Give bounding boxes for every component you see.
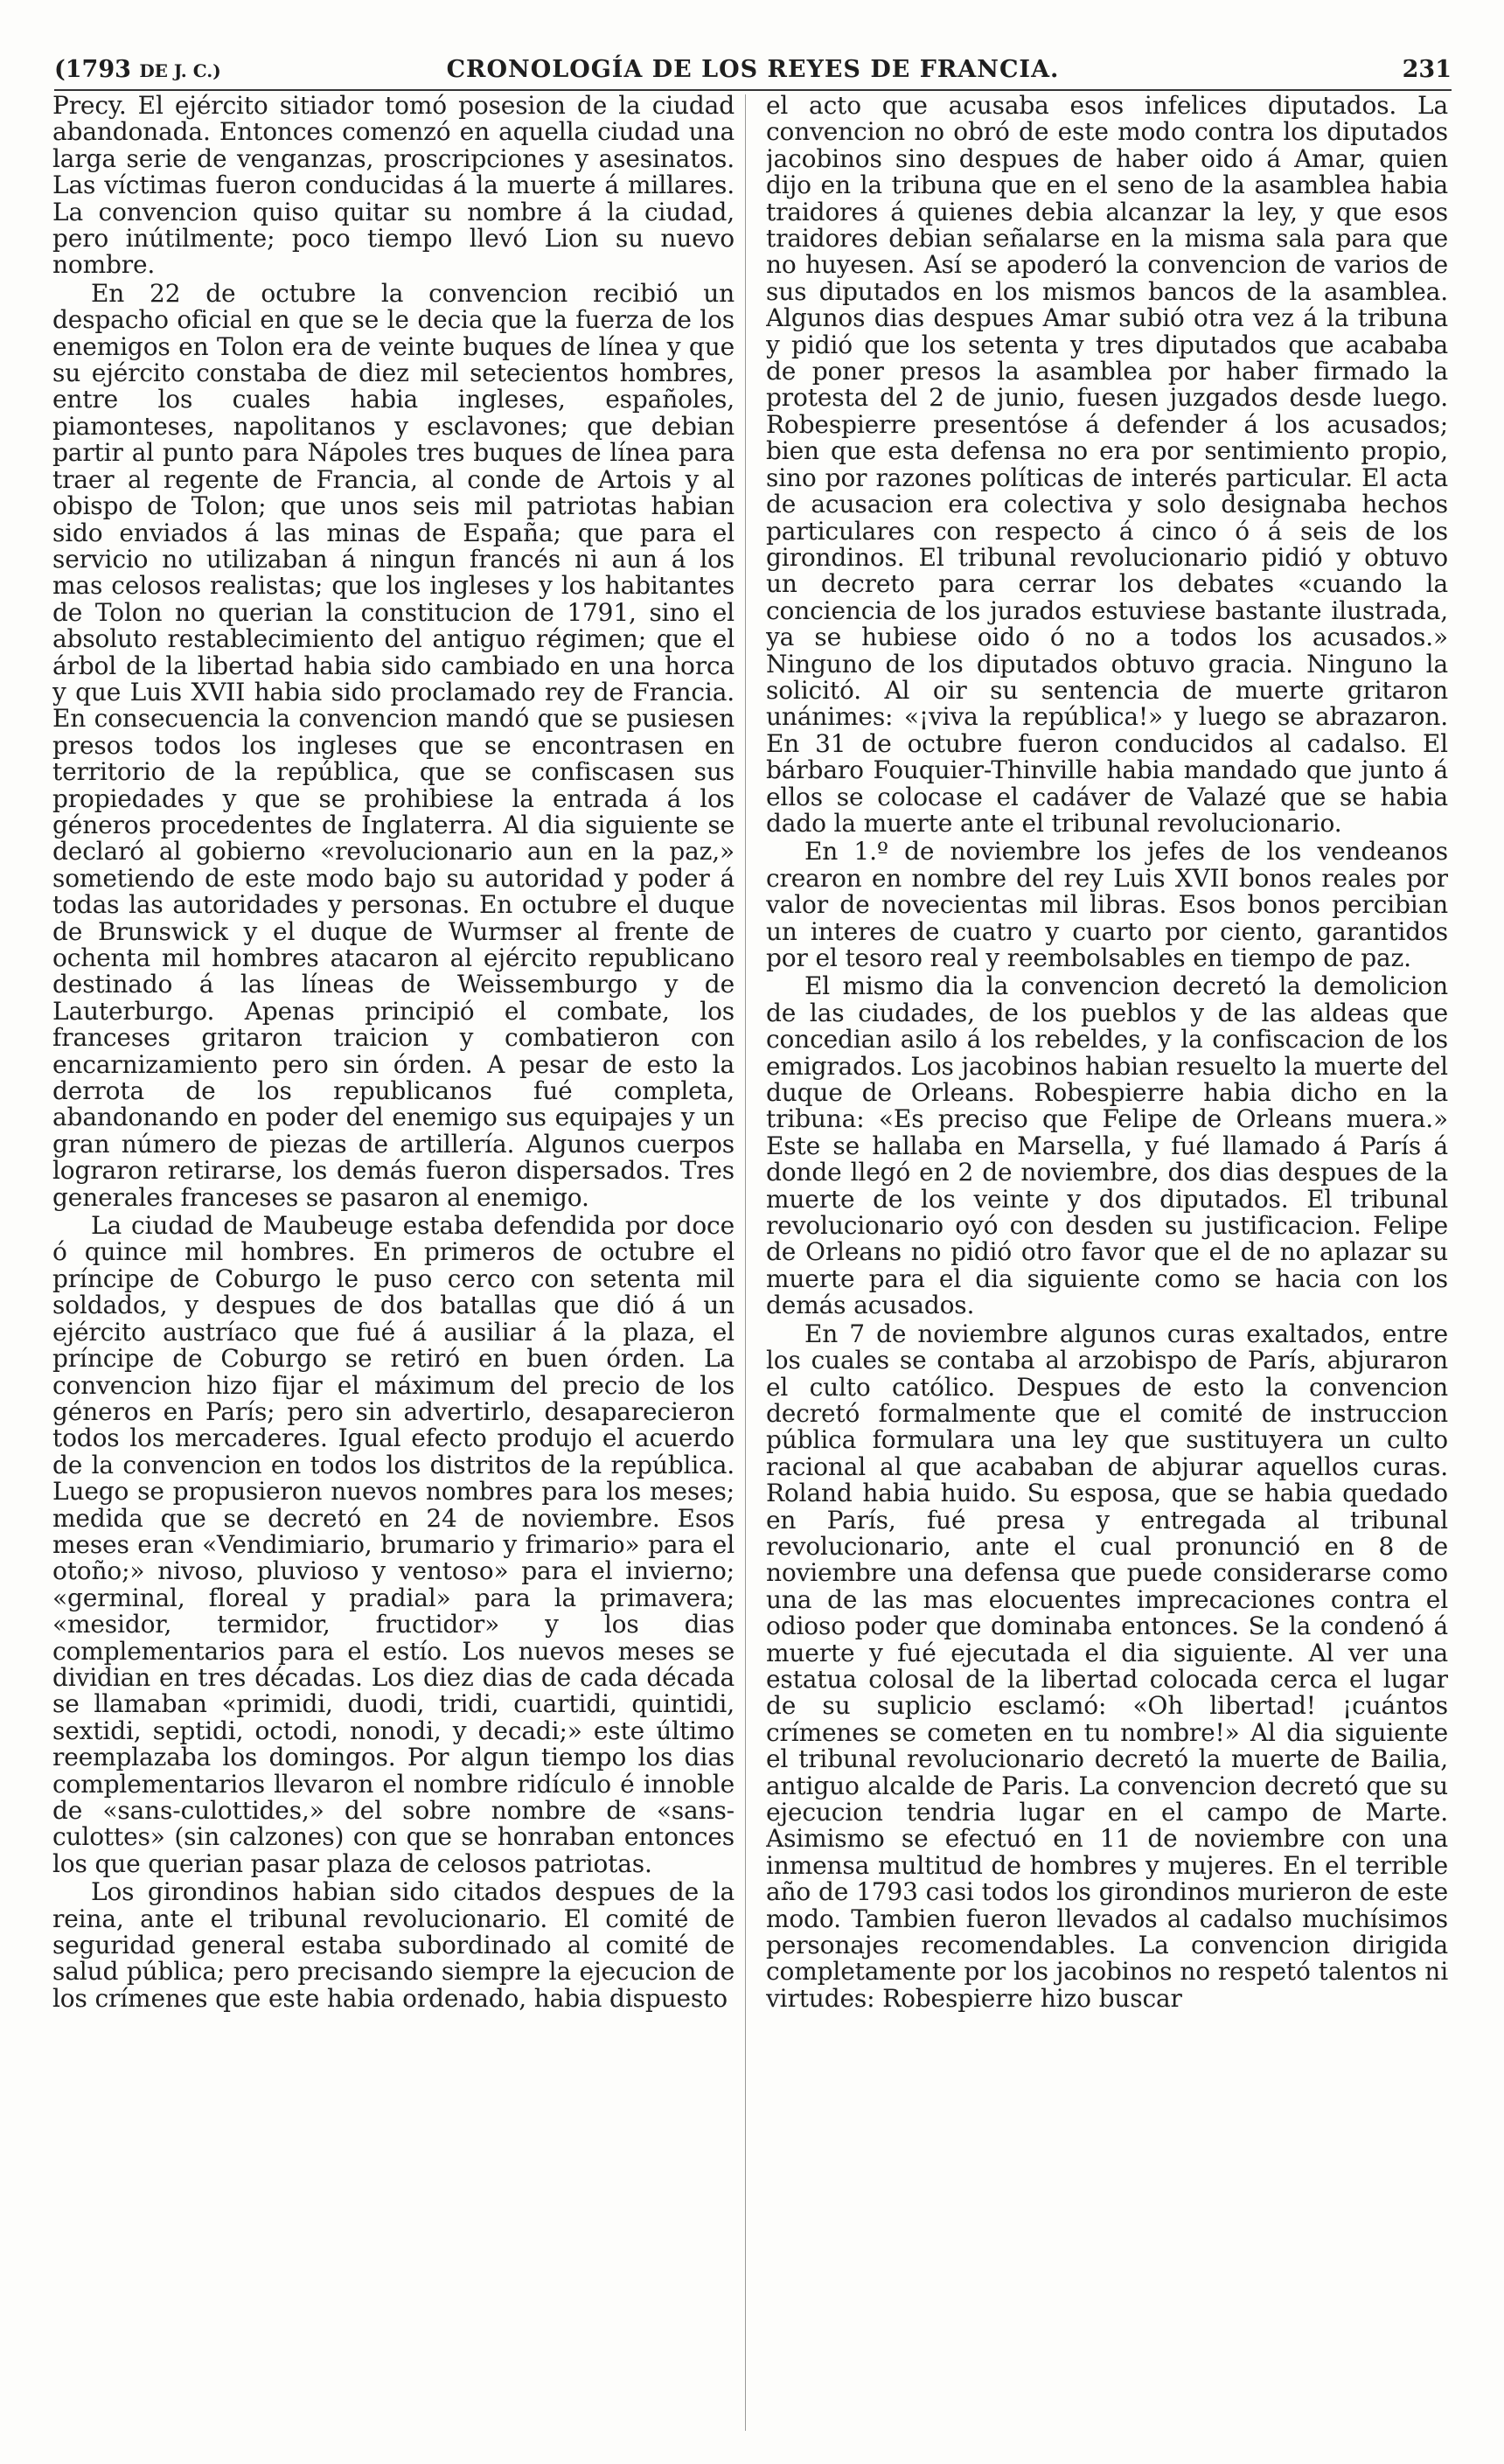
paragraph: La ciudad de Maubeuge estaba defendida por doce ó quince mil hombres. En primeros de octubre el príncipe de Coburgo le puso cerco con setenta mil soldados, y despues de dos batallas que dió á un ejército austríaco que fué á ausiliar á la plaza, el príncipe de Coburgo se retiró en buen órden. La convencion hizo fijar el máximum del precio de los géneros en París; pero sin advertirlo, desaparecieron todos los mercaderes. Igual efecto produjo el acuerdo de la convencion en todos los distritos de la república. Luego se propusieron nuevos nombres para los meses; medida que se decretó en 24 de noviembre. Esos meses eran «Vendimiario, brumario y frimario» para el otoño;» nivoso, pluvioso y ventoso» para el invierno; «germinal, floreal y pradial» para la primavera; «mesidor, termidor, fructidor» y los dias complementarios para el estío. Los nuevos meses se dividian en tres décadas. Los diez dias de cada década se llamaban «primidi, duodi, tridi, cuartidi, quintidi, sextidi, septidi, octodi, nonodi, y decadi;» este último reemplazaba los domingos. Por algun tiempo los dias complementarios llevaron el nombre ridículo é innoble de «sans-culottides,» del sobre nombre de «sans-culottes» (sin calzones) con que se honraban entonces los que querian pasar plaza de celosos patriotas. [52, 1211, 735, 1878]
header-title: CRONOLOGÍA DE LOS REYES DE FRANCIA. [446, 56, 1060, 83]
page-number: 231 [1402, 56, 1452, 83]
paragraph: Los girondinos habian sido citados despues de la reina, ante el tribunal revolucionario. El comité de seguridad general estaba subordinado al comité de salud pública; pero precisando siempre la ejecucion de los crímenes que este habia ordenado, habia dispuesto [52, 1877, 735, 2013]
paragraph: el acto que acusaba esos infelices diputados. La convencion no obró de este modo contra los diputados jacobinos sino despues de haber oido á Amar, quien dijo en la tribuna que en el seno de la asamblea habia traidores á quienes debia alcanzar la ley, y que esos traidores debian señalarse en la misma sala para que no huyesen. Así se apoderó la convencion de varios de sus diputados en los mismos bancos de la asamblea. Algunos dias despues Amar subió otra vez á la tribuna y pidió que los setenta y tres diputados que acababa de poner presos la asamblea por haber firmado la protesta del 2 de junio, fuesen juzgados desde luego. Robespierre presentóse á defender á los acusados; bien que esta defensa no era por sentimiento propio, sino por razones políticas de interés particular. El acta de acusacion era colectiva y solo designaba hechos particulares con respecto á cinco ó á seis de los girondinos. El tribunal revolucionario pidió y obtuvo un decreto para cerrar los debates «cuando la conciencia de los jurados estuviese bastante ilustrada, ya se hubiese oido ó no a todos los acusados.» Ninguno de los diputados obtuvo gracia. Ninguno la solicitó. Al oir su sentencia de muerte gritaron unánimes: «¡viva la república!» y luego se abrazaron. En 31 de octubre fueron conducidos al cadalso. El bárbaro Fouquier-Thinville habia mandado que junto á ellos se colocase el cadáver de Valazé que se habia dado la muerte ante el tribunal revolucionario. [766, 93, 1448, 838]
paragraph: Precy. El ejército sitiador tomó posesion de la ciudad abandonada. Entonces comenzó en aquella ciudad una larga serie de venganzas, proscripciones y asesinatos. Las víctimas fueron conducidas á la muerte á millares. La convencion quiso quitar su nombre á la ciudad, pero inútilmente; poco tiempo llevó Lion su nuevo nombre. [52, 93, 735, 280]
column-divider [745, 94, 746, 2431]
paragraph: En 7 de noviembre algunos curas exaltados, entre los cuales se contaba al arzobispo de París, abjuraron el culto católico. Despues de esto la convencion decretó formalmente que el comité de instruccion pública formulara una ley que sustituyera un culto racional al que acababan de abjurar aquellos curas. Roland habia huido. Su esposa, que se habia quedado en París, fué presa y entregada al tribunal revolucionario, ante el cual pronunció en 8 de noviembre una defensa que puede considerarse como una de las mas elocuentes imprecaciones contra el odioso poder que dominaba entonces. Se la condenó á muerte y fué ejecutada el dia siguiente. Al ver una estatua colosal de la libertad colocada cerca el lugar de su suplicio esclamó: «Oh libertad! ¡cuántos crímenes se cometen en tu nombre!» Al dia siguiente el tribunal revolucionario decretó la muerte de Bailia, antiguo alcalde de Paris. La convencion decretó que su ejecucion tendria lugar en el campo de Marte. Asimismo se efectuó en 11 de noviembre con una inmensa multitud de hombres y mujeres. En el terrible año de 1793 casi todos los girondinos murieron de este modo. Tambien fueron llevados al cadalso muchísimos personajes recomendables. La convencion dirigida completamente por los jacobinos no respetó talentos ni virtudes: Robespierre hizo buscar [766, 1319, 1448, 2013]
header-era: DE J. C.) [139, 60, 221, 81]
running-header [54, 51, 1452, 91]
paragraph: En 22 de octubre la convencion recibió un despacho oficial en que se le decia que la fuerza de los enemigos en Tolon era de veinte buques de línea y que su ejército constaba de diez mil setecientos hombres, entre los cuales habia ingleses, españoles, piamonteses, napolitanos y esclavones; que debian partir al punto para Nápoles tres buques de línea para traer al regente de Francia, al conde de Artois y al obispo de Tolon; que unos seis mil patriotas habian sido enviados á las minas de España; que para el servicio no utilizaban á ningun francés ni aun á los mas celosos realistas; que los ingleses y los habitantes de Tolon no querian la constitucion de 1791, sino el absoluto restablecimiento del antiguo régimen; que el árbol de la libertad habia sido cambiado en una horca y que Luis XVII habia sido proclamado rey de Francia. En consecuencia la convencion mandó que se pusiesen presos todos los ingleses que se encontrasen en territorio de la república, que se confiscasen sus propiedades y que se prohibiese la entrada á los géneros procedentes de Inglaterra. Al dia siguiente se declaró al gobierno «revolucionario aun en la paz,» sometiendo de este modo bajo su autoridad y poder á todas las autoridades y personas. En octubre el duque de Brunswick y el duque de Wurmser al frente de ochenta mil hombres atacaron al ejército republicano destinado á las líneas de Weissemburgo y de Lauterburgo. Apenas principió el combate, los franceses gritaron traicion y combatieron con encarnizamiento pero sin órden. A pesar de esto la derrota de los republicanos fué completa, abandonando en poder del enemigo sus equipajes y un gran número de piezas de artillería. Algunos cuerpos lograron retirarse, los demás fueron dispersados. Tres generales franceses se pasaron al enemigo. [52, 278, 735, 1212]
paragraph: En 1.º de noviembre los jefes de los vendeanos crearon en nombre del rey Luis XVII bonos reales por valor de novecientas mil libras. Esos bonos percibian un interes de cuatro y cuarto por ciento, garantidos por el tesoro real y reembolsables en tiempo de paz. [766, 837, 1448, 972]
right-column [766, 93, 1448, 2434]
left-column [52, 93, 735, 2434]
header-year: (1793 [54, 56, 131, 83]
paragraph: El mismo dia la convencion decretó la demolicion de las ciudades, de los pueblos y de las aldeas que concedian asilo á los rebeldes, y la confiscacion de los emigrados. Los jacobinos habian resuelto la muerte del duque de Orleans. Robespierre habia dicho en la tribuna: «Es preciso que Felipe de Orleans muera.» Este se hallaba en Marsella, y fué llamado á París á donde llegó en 2 de noviembre, dos dias despues de la muerte de los veinte y dos diputados. El tribunal revolucionario oyó con desden su justificacion. Felipe de Orleans no pidió otro favor que el de no aplazar su muerte para el dia siguiente como se hacia con los demás acusados. [766, 971, 1448, 1320]
